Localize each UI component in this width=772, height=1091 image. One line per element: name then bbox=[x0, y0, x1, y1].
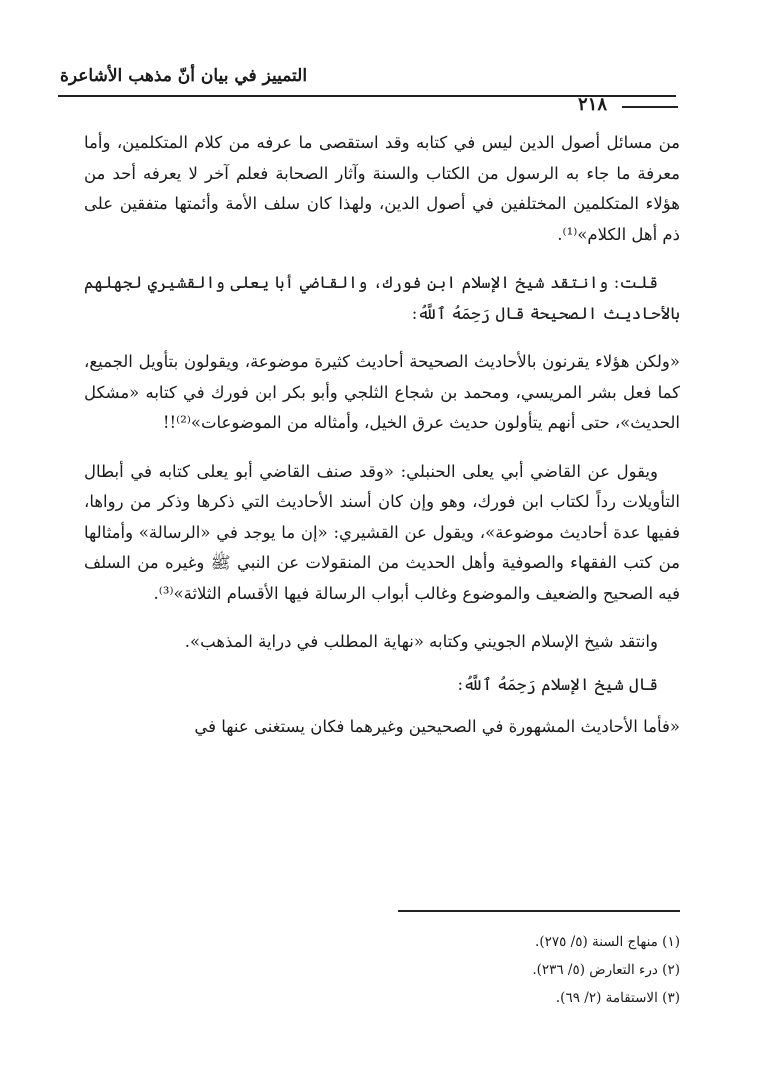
footnote-1: (١) منهاج السنة (٥/ ٢٧٥). bbox=[535, 934, 680, 950]
paragraph-1: من مسائل أصول الدين ليس في كتابه وقد استقصى ما عرفه من كلام المتكلمين، وأما معرفة ما جاء به الرسول من الكتاب والسنة وآثار الصحابة فعلم آخر لا يعرفه أحد من هؤلاء المتكلمين المختلفين في أصول الدين، ولهذا كان سلف الأمة وأئمتها متفقين على ذم أهل الكلام»⁽¹⁾. bbox=[84, 133, 680, 244]
running-header-title: التمييز في بيان أنّ مذهب الأشاعرة bbox=[60, 66, 308, 86]
paragraph-5: وانتقد شيخ الإسلام الجويني وكتابه «نهاية المطلب في دراية المذهب». bbox=[184, 632, 658, 651]
page-number-dash bbox=[622, 106, 678, 108]
paragraph-3: «ولكن هؤلاء يقرنون بالأحاديث الصحيحة أحاديث كثيرة موضوعة، ويقولون بتأويل الجميع، كما فعل بشر المريسي، ومحمد بن شجاع الثلجي وأبو بكر ابن فورك في كتابه «مشكل الحديث»، حتى أنهم يتأولون حديث عرق الخيل، وأمثاله من الموضوعات»⁽²⁾!! bbox=[84, 352, 680, 432]
paragraph-2: قلت: وانتقد شيخ الإسلام ابن فورك، والقاضي أبا يعلى والقشيري لجهلهم بالأحاديث الصحيحة قال رَحِمَهُ ٱللَّهُ: bbox=[84, 273, 680, 323]
paragraph-6: قال شيخ الإسلام رَحِمَهُ ٱللَّهُ: bbox=[457, 674, 658, 694]
footnotes bbox=[532, 928, 680, 1012]
footnote-3: (٣) الاستقامة (٢/ ٦٩). bbox=[555, 990, 680, 1006]
footnote-2: (٢) درء التعارض (٥/ ٢٣٦). bbox=[532, 962, 680, 978]
footnote-rule bbox=[398, 910, 680, 912]
page-number: ٢١٨ bbox=[578, 94, 608, 115]
paragraph-4: ويقول عن القاضي أبي يعلى الحنبلي: «وقد صنف القاضي أبو يعلى كتابه في أبطال التأويلات رداً لكتاب ابن فورك، وهو وإن كان أسند الأحاديث التي ذكرها وذكر من رواها، ففيها عدة أحاديث موضوعة»، ويقول عن القشيري: «إن ما يوجد في «الرسالة» وأمثالها من كتب الفقهاء والصوفية وأهل الحديث من المنقولات عن النبي ﷺ وغيره من السلف فيه الصحيح والضعيف والموضوع وغالب أبواب الرسالة فيها الأقسام الثلاثة»⁽³⁾. bbox=[84, 461, 680, 603]
paragraph-7: «فأما الأحاديث المشهورة في الصحيحين وغيرهما فكان يستغنى عنها في bbox=[194, 717, 680, 736]
body-text bbox=[84, 128, 680, 761]
